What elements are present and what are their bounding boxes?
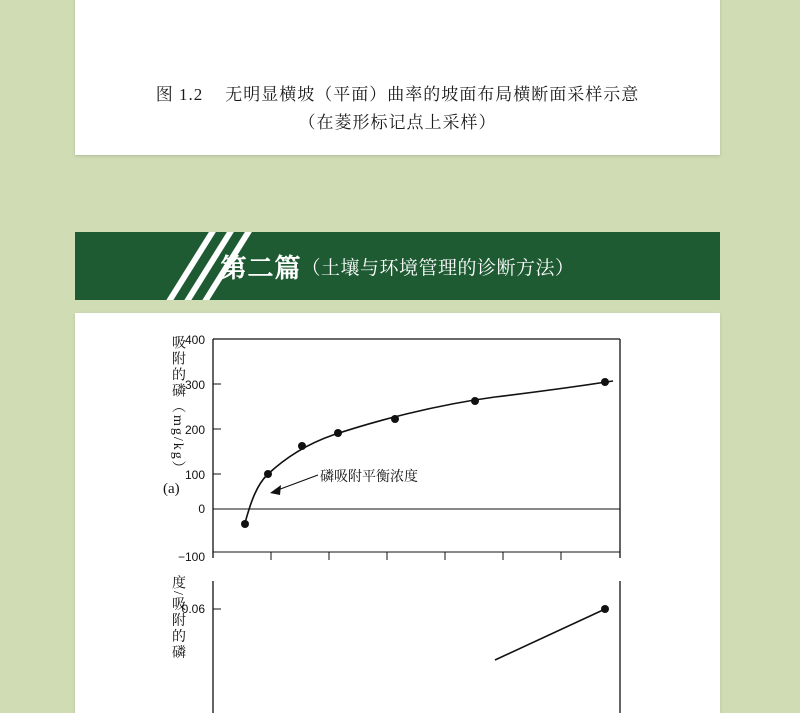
section-title: 第二篇 [220,252,302,283]
section-banner [75,232,720,300]
chart-a-curve [245,381,613,523]
chart-a-tick-400: 400 [184,333,205,347]
figure-panel-top [75,0,720,155]
chart-a-panel-label: (a) [163,481,180,497]
terrain-mesh-svg [135,0,655,60]
chart-b-point [601,605,609,613]
figure-panel-bottom [75,313,720,713]
chart-a-annotation-arrow [270,485,281,495]
terrain-mesh-diagram [135,0,655,60]
chart-b-tick-006: 0.06 [181,602,205,616]
chart-a-tick-200: 200 [184,423,205,437]
chart-a-tick-0: 0 [198,502,205,516]
figure-number: 图 1.2 [155,85,204,104]
chart-a-tick-neg100: −100 [177,550,205,564]
section-subtitle: （土壤与环境管理的诊断方法） [301,257,575,279]
chart-a-tick-300: 300 [184,378,205,392]
figure-caption-text: 无明显横坡（平面）曲率的坡面布局横断面采样示意 [225,85,640,104]
chart-a-annotation-leader [275,475,318,491]
chart-annotation-epc: 磷吸附平衡浓度 [320,470,418,485]
figure-caption-line-1 [75,80,720,105]
chart-a-tick-100: 100 [184,468,205,482]
figure-1-2-graphic [75,0,720,65]
figure-caption-line-2: （在菱形标记点上采样） [298,113,497,132]
banner-text-group [75,232,720,300]
phosphorus-sorption-chart [75,313,720,713]
chart-b-line [495,610,603,660]
chart-a-ylabel: 吸附的磷（mg/kg） [170,335,185,477]
chart-b-ylabel: 度/吸附的磷 [170,575,185,661]
